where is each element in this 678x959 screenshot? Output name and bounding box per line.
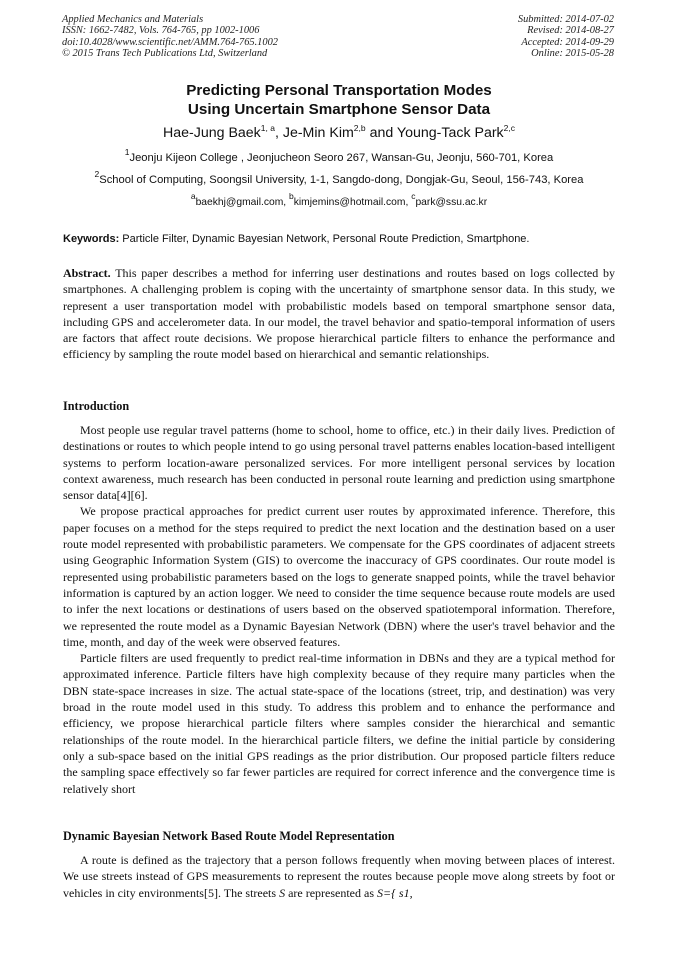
introduction-body: [63, 422, 615, 797]
email-3-marker: c: [411, 191, 416, 201]
author-1: Hae-Jung Baek: [162, 125, 261, 141]
author-3-marker: 2,c: [503, 123, 515, 133]
copyright-line: © 2015 Trans Tech Publications Ltd, Switzerland: [62, 48, 268, 60]
revised-date: Revised: 2014-08-27: [527, 25, 614, 37]
section-heading-dbn: Dynamic Bayesian Network Based Route Model Representation: [63, 829, 395, 843]
intro-paragraph-2: We propose practical approaches for predict current user routes by approximated inference. Therefore, this paper focuses on a method for the steps required to predict the next location and the destination based on a user route model represented with probabilistic parameters. We compensate for the GPS coordinates of adjacent streets using Geographic Information System (GIS) to overcome the inaccuracy of GPS coordinates. Our route model is represented using probabilistic parameters based on the logs to generate snapped points, while the travel behavior information is captured by an action logger. We need to consider the time sequence because route models are used to infer the next locations or destinations of users based on the observed spatiotemporal information. Therefore, we represented the route model as a Dynamic Bayesian Network (DBN) where the user's travel behavior and the time, month, and day of the week were observed features.: [63, 504, 615, 649]
accepted-date: Accepted: 2014-09-29: [521, 36, 614, 48]
journal-info: [62, 14, 278, 60]
dbn-text-mid: are represented as: [285, 885, 378, 900]
intro-paragraph-3: Particle filters are used frequently to predict real-time information in DBNs and they are a typical method for approximated inference. Particle filters have high complexity because of they require many particles when the DBN state-space increases in size. The actual state-space of the locations (street, trip, and destination) was very broad in the route model used in this study. To address this problem and to enhance the performance and efficiency, we propose hierarchical particle filters where samples consider the hierarchical and semantic relationships of the route model. In the hierarchical particle filters, we define the initial particle by considering only a sub-space based on the initial GPS readings as the prior distribution. Our proposed particle filters reduce the sampling space effectively so far fewer particles are required for correct inference and the convergence time is relatively short: [63, 651, 615, 796]
abstract-paragraph: [63, 265, 615, 363]
abstract-text: This paper describes a method for inferring user destinations and routes based on logs collected by smartphones. A challenging problem is coping with the uncertainty of smartphone sensor data. In this study, we represent a user transportation model with probabilistic models based on temporal smartphone sensor data, including GPS and accelerometer data. In our model, the travel behavior and spatio-temporal information of users are factors that affect route decisions. We propose hierarchical particle filters to enhance the performance and efficiency by sampling the route model based on hierarchical and semantic relationships.: [63, 266, 615, 362]
keywords-text: Particle Filter, Dynamic Bayesian Network, Personal Route Prediction, Smartphone.: [119, 233, 530, 245]
email-3: park@ssu.ac.kr: [415, 197, 488, 208]
author-3: and Young-Tack Park: [365, 125, 504, 141]
journal-name: Applied Mechanics and Materials: [62, 14, 204, 25]
title-line-1: Predicting Personal Transportation Modes: [186, 82, 492, 99]
affiliation-2-text: School of Computing, Soongsil University, 1-1, Sangdo-dong, Dongjak-Gu, Seoul, 156-743, Korea: [99, 174, 584, 186]
section-heading-introduction: Introduction: [63, 399, 130, 413]
dbn-set-expression: S={ s1,: [377, 885, 413, 900]
email-1-marker: a: [190, 191, 196, 201]
paper-title: [0, 81, 678, 119]
author-2-marker: 2,b: [353, 123, 366, 133]
issn-line: ISSN: 1662-7482, Vols. 764-765, pp 1002-1006: [62, 25, 260, 37]
affiliation-2: [0, 169, 678, 187]
email-1: baekhj@gmail.com,: [195, 197, 290, 208]
doi-line: doi:10.4028/www.scientific.net/AMM.764-765.1002: [62, 36, 278, 48]
affiliation-1-text: Jeonju Kijeon College , Jeonjucheon Seoro 267, Wansan-Gu, Jeonju, 560-701, Korea: [129, 152, 554, 164]
author-1-marker: 1, a: [260, 123, 275, 133]
affiliation-1-marker: 1: [124, 147, 130, 157]
dbn-symbol-s: S: [279, 885, 286, 900]
dbn-text-start: A route is defined as the trajectory that a person follows frequently when moving between places of interest. We use streets instead of GPS measurements to represent the routes because people move along streets by foot or vehicles in city environments[5]. The streets: [63, 853, 615, 900]
online-date: Online: 2015-05-28: [531, 48, 614, 60]
affiliation-1: [0, 147, 678, 165]
affiliation-2-marker: 2: [94, 169, 100, 179]
intro-paragraph-1: Most people use regular travel patterns (home to school, home to office, etc.) in their daily lives. Prediction of destinations or routes to which people intend to go using personal travel patterns enables location-based intelligent systems to perform location-aware personalized services. For more intelligent personal services by location context awareness, much research has been conducted in personal route learning and prediction using smartphone sensor data[4][6].: [63, 423, 615, 503]
keywords-label: Keywords:: [63, 233, 120, 245]
email-2: kimjemins@hotmail.com,: [293, 197, 412, 208]
submitted-date: Submitted: 2014-07-02: [517, 14, 614, 25]
title-line-2: Using Uncertain Smartphone Sensor Data: [187, 101, 491, 118]
dbn-body: [63, 852, 615, 901]
submission-dates: [518, 14, 614, 60]
author-list: [0, 124, 678, 142]
email-list: [0, 191, 678, 209]
email-2-marker: b: [289, 191, 294, 201]
dbn-paragraph-1: [63, 852, 615, 901]
author-2: , Je-Min Kim: [274, 125, 354, 141]
abstract: [63, 265, 615, 363]
keywords: [63, 232, 615, 246]
abstract-label: Abstract.: [63, 266, 111, 280]
